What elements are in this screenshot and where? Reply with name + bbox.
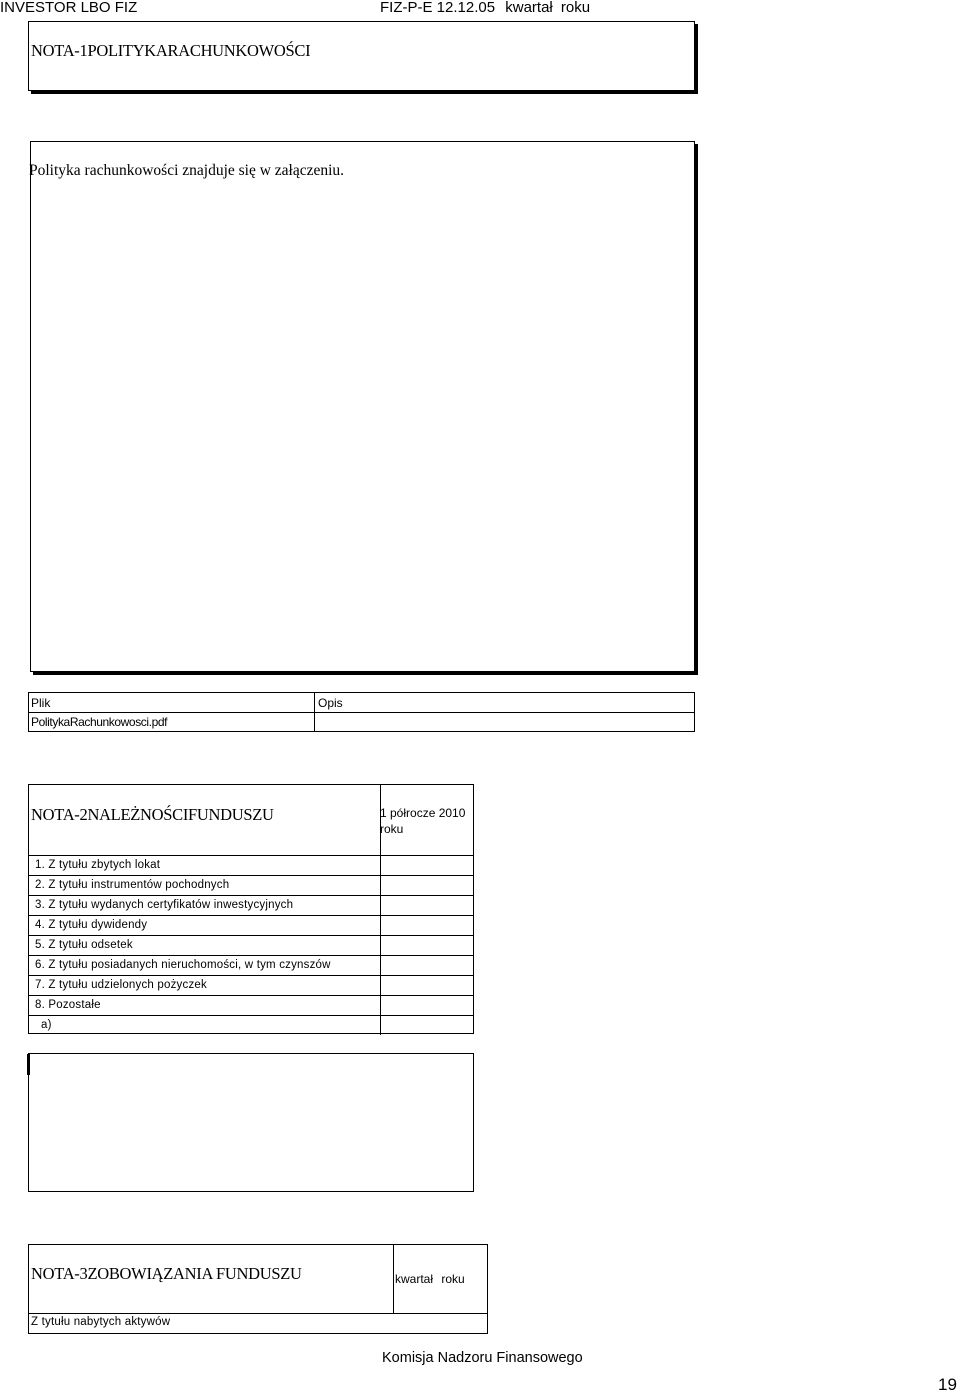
nota1-body-box — [30, 141, 695, 672]
nota2-rows — [29, 855, 473, 1033]
nota2-column-header: 1 półrocze 2010 roku — [380, 806, 466, 836]
attachment-file-link[interactable]: PolitykaRachunkowosci.pdf — [31, 715, 168, 729]
nota1-title: NOTA-1POLITYKARACHUNKOWOŚCI — [31, 41, 311, 60]
nota2-item-label: 8. Pozostałe — [35, 999, 101, 1011]
nota2-item-label: 3. Z tytułu wydanych certyfikatów inwestycyjnych — [35, 899, 294, 911]
nota2-item-row — [29, 855, 473, 875]
nota2-notes-box — [28, 1053, 474, 1192]
nota2-item-label: 6. Z tytułu posiadanych nieruchomości, w tym czynszów — [35, 959, 331, 971]
header-report-code — [380, 0, 590, 16]
attachments-table — [28, 692, 695, 732]
nota3-table — [28, 1244, 488, 1334]
nota1-title-box — [28, 21, 695, 91]
header-fund-name: INVESTOR LBO FIZ — [0, 0, 138, 16]
nota3-column-header — [395, 1272, 465, 1286]
nota2-item-row — [29, 915, 473, 935]
nota2-item-row — [29, 895, 473, 915]
nota2-item-label: 1. Z tytułu zbytych lokat — [35, 859, 161, 871]
nota3-period: kwartał — [395, 1272, 434, 1286]
nota2-item-row — [29, 935, 473, 955]
nota2-item-label: 2. Z tytułu instrumentów pochodnych — [35, 879, 230, 891]
header-period: kwartał — [505, 0, 553, 16]
nota2-item-row — [29, 1015, 473, 1035]
nota3-row-acquired-assets: Z tytułu nabytych aktywów — [31, 1316, 171, 1328]
nota2-item-row — [29, 955, 473, 975]
attachments-col-file: Plik — [31, 696, 51, 710]
nota2-item-row — [29, 975, 473, 995]
nota1-body-text: Polityka rachunkowości znajduje się w załączeniu. — [29, 162, 345, 179]
nota2-title: NOTA-2NALEŻNOŚCIFUNDUSZU — [31, 805, 274, 824]
nota2-item-label: 5. Z tytułu odsetek — [35, 939, 133, 951]
attachments-col-desc: Opis — [318, 696, 343, 710]
nota3-title: NOTA-3ZOBOWIĄZANIA FUNDUSZU — [31, 1264, 302, 1283]
nota2-table — [28, 784, 474, 1034]
nota2-item-label: a) — [41, 1019, 52, 1031]
header-year: roku — [560, 0, 591, 16]
nota2-item-row — [29, 995, 473, 1015]
page-number: 19 — [938, 1375, 957, 1394]
nota2-item-row — [29, 875, 473, 895]
nota3-year: roku — [441, 1272, 465, 1286]
header-code: FIZ-P-E 12.12.05 — [380, 0, 496, 16]
nota2-item-label: 4. Z tytułu dywidendy — [35, 919, 148, 931]
nota2-item-label: 7. Z tytułu udzielonych pożyczek — [35, 979, 207, 991]
footer-institution: Komisja Nadzoru Finansowego — [382, 1350, 583, 1366]
